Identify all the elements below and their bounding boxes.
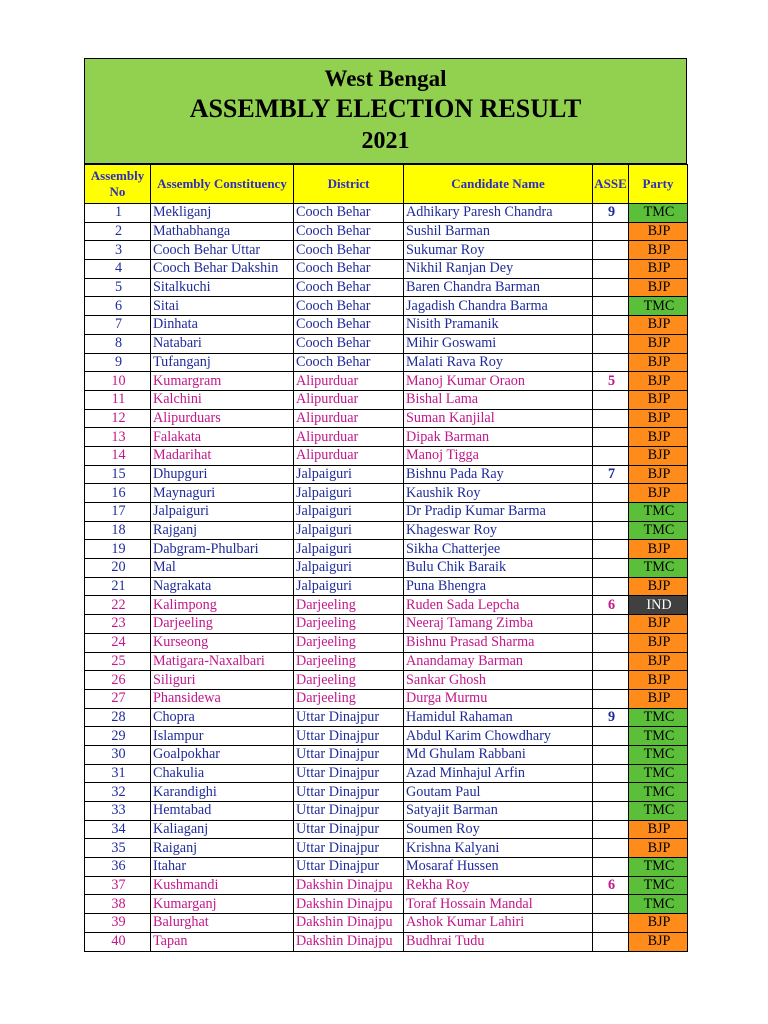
table-row	[85, 671, 688, 690]
cell-candidate[interactable]: Md Ghulam Rabbani	[404, 745, 593, 764]
cell-constituency[interactable]: Chakulia	[151, 764, 294, 783]
cell-district[interactable]: Darjeeling	[294, 615, 404, 634]
cell-assembly-no[interactable]: 38	[85, 895, 151, 914]
cell-party[interactable]: BJP	[629, 316, 688, 335]
cell-constituency[interactable]: Dinhata	[151, 316, 294, 335]
table-row	[85, 353, 688, 372]
cell-candidate[interactable]: Manoj Kumar Oraon	[404, 372, 593, 391]
cell-party[interactable]: TMC	[629, 783, 688, 802]
cell-party[interactable]: BJP	[629, 577, 688, 596]
cell-asse[interactable]	[593, 297, 629, 316]
cell-candidate[interactable]: Sukumar Roy	[404, 241, 593, 260]
cell-district[interactable]: Cooch Behar	[294, 353, 404, 372]
cell-asse[interactable]	[593, 428, 629, 447]
cell-asse[interactable]: 6	[593, 596, 629, 615]
cell-district[interactable]: Cooch Behar	[294, 222, 404, 241]
cell-assembly-no[interactable]: 7	[85, 316, 151, 335]
cell-party[interactable]: TMC	[629, 802, 688, 821]
cell-candidate[interactable]: Sikha Chatterjee	[404, 540, 593, 559]
cell-district[interactable]: Uttar Dinajpur	[294, 708, 404, 727]
cell-assembly-no[interactable]: 16	[85, 484, 151, 503]
cell-constituency[interactable]: Islampur	[151, 727, 294, 746]
cell-constituency[interactable]: Darjeeling	[151, 615, 294, 634]
table-row	[85, 708, 688, 727]
cell-candidate[interactable]: Sushil Barman	[404, 222, 593, 241]
cell-asse[interactable]	[593, 671, 629, 690]
cell-asse[interactable]	[593, 409, 629, 428]
cell-asse[interactable]	[593, 633, 629, 652]
cell-party[interactable]: TMC	[629, 858, 688, 877]
table-row	[85, 596, 688, 615]
cell-candidate[interactable]: Jagadish Chandra Barma	[404, 297, 593, 316]
cell-party[interactable]: BJP	[629, 278, 688, 297]
table-row	[85, 839, 688, 858]
table-row	[85, 241, 688, 260]
cell-assembly-no[interactable]: 39	[85, 914, 151, 933]
cell-district[interactable]: Alipurduar	[294, 428, 404, 447]
cell-district[interactable]: Jalpaiguri	[294, 484, 404, 503]
cell-party[interactable]: BJP	[629, 689, 688, 708]
cell-party[interactable]: BJP	[629, 540, 688, 559]
cell-assembly-no[interactable]: 30	[85, 745, 151, 764]
cell-party[interactable]: TMC	[629, 559, 688, 578]
cell-asse[interactable]	[593, 316, 629, 335]
cell-district[interactable]: Cooch Behar	[294, 334, 404, 353]
cell-constituency[interactable]: Kumargram	[151, 372, 294, 391]
cell-candidate[interactable]: Sankar Ghosh	[404, 671, 593, 690]
cell-party[interactable]: TMC	[629, 745, 688, 764]
cell-party[interactable]: BJP	[629, 839, 688, 858]
table-row	[85, 334, 688, 353]
cell-constituency[interactable]: Matigara-Naxalbari	[151, 652, 294, 671]
cell-constituency[interactable]: Mal	[151, 559, 294, 578]
cell-asse[interactable]	[593, 745, 629, 764]
cell-district[interactable]: Darjeeling	[294, 633, 404, 652]
table-row	[85, 802, 688, 821]
cell-candidate[interactable]: Suman Kanjilal	[404, 409, 593, 428]
cell-constituency[interactable]: Dhupguri	[151, 465, 294, 484]
cell-district[interactable]: Uttar Dinajpur	[294, 802, 404, 821]
cell-party[interactable]: BJP	[629, 334, 688, 353]
cell-constituency[interactable]: Maynaguri	[151, 484, 294, 503]
cell-district[interactable]: Alipurduar	[294, 446, 404, 465]
title-state: West Bengal	[324, 66, 447, 91]
cell-constituency[interactable]: Balurghat	[151, 914, 294, 933]
table-row	[85, 503, 688, 522]
table-row	[85, 914, 688, 933]
table-row	[85, 484, 688, 503]
table-row	[85, 633, 688, 652]
cell-constituency[interactable]: Kushmandi	[151, 876, 294, 895]
cell-assembly-no[interactable]: 36	[85, 858, 151, 877]
table-row	[85, 577, 688, 596]
cell-assembly-no[interactable]: 11	[85, 390, 151, 409]
title-main: ASSEMBLY ELECTION RESULT	[189, 94, 582, 123]
cell-candidate[interactable]: Khageswar Roy	[404, 521, 593, 540]
cell-constituency[interactable]: Kalchini	[151, 390, 294, 409]
cell-constituency[interactable]: Kaliaganj	[151, 820, 294, 839]
cell-party[interactable]: BJP	[629, 932, 688, 951]
cell-assembly-no[interactable]: 32	[85, 783, 151, 802]
cell-district[interactable]: Jalpaiguri	[294, 577, 404, 596]
table-row	[85, 727, 688, 746]
cell-asse[interactable]	[593, 652, 629, 671]
cell-assembly-no[interactable]: 24	[85, 633, 151, 652]
cell-party[interactable]: BJP	[629, 652, 688, 671]
cell-district[interactable]: Uttar Dinajpur	[294, 839, 404, 858]
cell-assembly-no[interactable]: 2	[85, 222, 151, 241]
cell-assembly-no[interactable]: 21	[85, 577, 151, 596]
cell-assembly-no[interactable]: 10	[85, 372, 151, 391]
cell-constituency[interactable]: Sitalkuchi	[151, 278, 294, 297]
cell-asse[interactable]	[593, 615, 629, 634]
table-row	[85, 316, 688, 335]
cell-constituency[interactable]: Kalimpong	[151, 596, 294, 615]
cell-assembly-no[interactable]: 37	[85, 876, 151, 895]
cell-assembly-no[interactable]: 14	[85, 446, 151, 465]
cell-constituency[interactable]: Tufanganj	[151, 353, 294, 372]
cell-district[interactable]: Dakshin Dinajpu	[294, 932, 404, 951]
cell-asse[interactable]	[593, 222, 629, 241]
cell-district[interactable]: Uttar Dinajpur	[294, 858, 404, 877]
cell-candidate[interactable]: Ruden Sada Lepcha	[404, 596, 593, 615]
table-row	[85, 559, 688, 578]
cell-district[interactable]: Alipurduar	[294, 390, 404, 409]
cell-district[interactable]: Uttar Dinajpur	[294, 764, 404, 783]
cell-asse[interactable]	[593, 334, 629, 353]
cell-asse[interactable]: 7	[593, 465, 629, 484]
header-asse[interactable]: ASSE	[593, 165, 629, 204]
cell-party[interactable]: TMC	[629, 503, 688, 522]
cell-district[interactable]: Uttar Dinajpur	[294, 820, 404, 839]
table-row	[85, 689, 688, 708]
cell-assembly-no[interactable]: 1	[85, 204, 151, 223]
cell-candidate[interactable]: Goutam Paul	[404, 783, 593, 802]
cell-candidate[interactable]: Anandamay Barman	[404, 652, 593, 671]
cell-candidate[interactable]: Krishna Kalyani	[404, 839, 593, 858]
cell-asse[interactable]	[593, 727, 629, 746]
cell-party[interactable]: TMC	[629, 708, 688, 727]
cell-candidate[interactable]: Mihir Goswami	[404, 334, 593, 353]
title-year: 2021	[361, 128, 410, 154]
cell-candidate[interactable]: Adhikary Paresh Chandra	[404, 204, 593, 223]
cell-candidate[interactable]: Nisith Pramanik	[404, 316, 593, 335]
cell-assembly-no[interactable]: 5	[85, 278, 151, 297]
cell-party[interactable]: BJP	[629, 446, 688, 465]
cell-district[interactable]: Jalpaiguri	[294, 465, 404, 484]
cell-party[interactable]: BJP	[629, 241, 688, 260]
cell-candidate[interactable]: Dr Pradip Kumar Barma	[404, 503, 593, 522]
cell-party[interactable]: TMC	[629, 297, 688, 316]
header-candidate[interactable]: Candidate Name	[404, 165, 593, 204]
cell-constituency[interactable]: Madarihat	[151, 446, 294, 465]
cell-asse[interactable]	[593, 278, 629, 297]
cell-constituency[interactable]: Chopra	[151, 708, 294, 727]
results-table	[84, 164, 688, 952]
cell-asse[interactable]	[593, 820, 629, 839]
cell-asse[interactable]	[593, 521, 629, 540]
cell-asse[interactable]	[593, 241, 629, 260]
cell-assembly-no[interactable]: 31	[85, 764, 151, 783]
cell-assembly-no[interactable]: 13	[85, 428, 151, 447]
cell-asse[interactable]	[593, 839, 629, 858]
cell-party[interactable]: TMC	[629, 764, 688, 783]
table-row	[85, 895, 688, 914]
cell-candidate[interactable]: Puna Bhengra	[404, 577, 593, 596]
cell-constituency[interactable]: Sitai	[151, 297, 294, 316]
table-row	[85, 521, 688, 540]
cell-constituency[interactable]: Kumarganj	[151, 895, 294, 914]
cell-asse[interactable]	[593, 484, 629, 503]
cell-asse[interactable]	[593, 260, 629, 279]
cell-party[interactable]: TMC	[629, 895, 688, 914]
table-row	[85, 390, 688, 409]
cell-party[interactable]: BJP	[629, 353, 688, 372]
table-row	[85, 745, 688, 764]
cell-candidate[interactable]: Dipak Barman	[404, 428, 593, 447]
cell-candidate[interactable]: Malati Rava Roy	[404, 353, 593, 372]
cell-assembly-no[interactable]: 40	[85, 932, 151, 951]
header-district[interactable]: District	[294, 165, 404, 204]
table-row	[85, 820, 688, 839]
table-row	[85, 615, 688, 634]
cell-constituency[interactable]: Natabari	[151, 334, 294, 353]
cell-assembly-no[interactable]: 20	[85, 559, 151, 578]
table-row	[85, 465, 688, 484]
cell-district[interactable]: Dakshin Dinajpu	[294, 876, 404, 895]
cell-asse[interactable]: 6	[593, 876, 629, 895]
cell-party[interactable]: BJP	[629, 671, 688, 690]
cell-constituency[interactable]: Rajganj	[151, 521, 294, 540]
cell-party[interactable]: BJP	[629, 484, 688, 503]
cell-assembly-no[interactable]: 17	[85, 503, 151, 522]
cell-district[interactable]: Cooch Behar	[294, 241, 404, 260]
cell-candidate[interactable]: Mosaraf Hussen	[404, 858, 593, 877]
cell-district[interactable]: Alipurduar	[294, 372, 404, 391]
cell-constituency[interactable]: Falakata	[151, 428, 294, 447]
cell-assembly-no[interactable]: 28	[85, 708, 151, 727]
cell-candidate[interactable]: Durga Murmu	[404, 689, 593, 708]
cell-candidate[interactable]: Bishnu Pada Ray	[404, 465, 593, 484]
table-row	[85, 876, 688, 895]
cell-constituency[interactable]: Itahar	[151, 858, 294, 877]
table-row	[85, 446, 688, 465]
cell-assembly-no[interactable]: 23	[85, 615, 151, 634]
header-constituency[interactable]: Assembly Constituency	[151, 165, 294, 204]
cell-constituency[interactable]: Nagrakata	[151, 577, 294, 596]
cell-party[interactable]: BJP	[629, 615, 688, 634]
cell-asse[interactable]	[593, 802, 629, 821]
cell-assembly-no[interactable]: 8	[85, 334, 151, 353]
cell-assembly-no[interactable]: 4	[85, 260, 151, 279]
cell-asse[interactable]	[593, 689, 629, 708]
table-row	[85, 278, 688, 297]
cell-assembly-no[interactable]: 18	[85, 521, 151, 540]
table-row	[85, 222, 688, 241]
cell-district[interactable]: Jalpaiguri	[294, 559, 404, 578]
cell-district[interactable]: Cooch Behar	[294, 278, 404, 297]
cell-constituency[interactable]: Kurseong	[151, 633, 294, 652]
cell-district[interactable]: Jalpaiguri	[294, 540, 404, 559]
cell-asse[interactable]	[593, 577, 629, 596]
cell-district[interactable]: Darjeeling	[294, 689, 404, 708]
cell-assembly-no[interactable]: 9	[85, 353, 151, 372]
cell-candidate[interactable]: Rekha Roy	[404, 876, 593, 895]
cell-assembly-no[interactable]: 33	[85, 802, 151, 821]
cell-party[interactable]: BJP	[629, 260, 688, 279]
cell-asse[interactable]: 9	[593, 708, 629, 727]
cell-assembly-no[interactable]: 35	[85, 839, 151, 858]
cell-candidate[interactable]: Nikhil Ranjan Dey	[404, 260, 593, 279]
cell-candidate[interactable]: Hamidul Rahaman	[404, 708, 593, 727]
cell-assembly-no[interactable]: 27	[85, 689, 151, 708]
cell-asse[interactable]	[593, 559, 629, 578]
cell-party[interactable]: TMC	[629, 876, 688, 895]
cell-candidate[interactable]: Abdul Karim Chowdhary	[404, 727, 593, 746]
cell-candidate[interactable]: Bishal Lama	[404, 390, 593, 409]
cell-district[interactable]: Uttar Dinajpur	[294, 783, 404, 802]
cell-candidate[interactable]: Neeraj Tamang Zimba	[404, 615, 593, 634]
cell-asse[interactable]	[593, 895, 629, 914]
cell-assembly-no[interactable]: 6	[85, 297, 151, 316]
cell-candidate[interactable]: Ashok Kumar Lahiri	[404, 914, 593, 933]
cell-district[interactable]: Jalpaiguri	[294, 503, 404, 522]
cell-constituency[interactable]: Phansidewa	[151, 689, 294, 708]
cell-district[interactable]: Cooch Behar	[294, 204, 404, 223]
title-banner	[84, 58, 687, 164]
cell-asse[interactable]	[593, 914, 629, 933]
cell-constituency[interactable]: Siliguri	[151, 671, 294, 690]
cell-constituency[interactable]: Cooch Behar Dakshin	[151, 260, 294, 279]
cell-constituency[interactable]: Tapan	[151, 932, 294, 951]
cell-asse[interactable]: 9	[593, 204, 629, 223]
cell-candidate[interactable]: Budhrai Tudu	[404, 932, 593, 951]
cell-party[interactable]: TMC	[629, 204, 688, 223]
header-party[interactable]: Party	[629, 165, 688, 204]
table-row	[85, 652, 688, 671]
cell-party[interactable]: BJP	[629, 372, 688, 391]
cell-party[interactable]: BJP	[629, 633, 688, 652]
cell-assembly-no[interactable]: 26	[85, 671, 151, 690]
cell-district[interactable]: Alipurduar	[294, 409, 404, 428]
cell-candidate[interactable]: Bishnu Prasad Sharma	[404, 633, 593, 652]
cell-candidate[interactable]: Satyajit Barman	[404, 802, 593, 821]
cell-asse[interactable]: 5	[593, 372, 629, 391]
cell-district[interactable]: Uttar Dinajpur	[294, 745, 404, 764]
cell-candidate[interactable]: Soumen Roy	[404, 820, 593, 839]
cell-assembly-no[interactable]: 19	[85, 540, 151, 559]
cell-constituency[interactable]: Cooch Behar Uttar	[151, 241, 294, 260]
cell-district[interactable]: Cooch Behar	[294, 297, 404, 316]
cell-assembly-no[interactable]: 22	[85, 596, 151, 615]
cell-party[interactable]: TMC	[629, 521, 688, 540]
table-row	[85, 783, 688, 802]
cell-candidate[interactable]: Kaushik Roy	[404, 484, 593, 503]
cell-asse[interactable]	[593, 353, 629, 372]
cell-party[interactable]: BJP	[629, 465, 688, 484]
cell-asse[interactable]	[593, 540, 629, 559]
cell-asse[interactable]	[593, 932, 629, 951]
cell-district[interactable]: Jalpaiguri	[294, 521, 404, 540]
table-row	[85, 428, 688, 447]
header-assembly-no[interactable]: Assembly No	[85, 165, 151, 204]
cell-district[interactable]: Darjeeling	[294, 652, 404, 671]
cell-district[interactable]: Darjeeling	[294, 596, 404, 615]
cell-district[interactable]: Cooch Behar	[294, 260, 404, 279]
cell-district[interactable]: Cooch Behar	[294, 316, 404, 335]
cell-party[interactable]: TMC	[629, 727, 688, 746]
table-row	[85, 764, 688, 783]
cell-district[interactable]: Dakshin Dinajpu	[294, 914, 404, 933]
cell-party[interactable]: BJP	[629, 390, 688, 409]
cell-party[interactable]: BJP	[629, 914, 688, 933]
cell-asse[interactable]	[593, 390, 629, 409]
table-row	[85, 260, 688, 279]
cell-assembly-no[interactable]: 3	[85, 241, 151, 260]
cell-asse[interactable]	[593, 858, 629, 877]
cell-candidate[interactable]: Manoj Tigga	[404, 446, 593, 465]
cell-asse[interactable]	[593, 503, 629, 522]
cell-party[interactable]: BJP	[629, 820, 688, 839]
cell-district[interactable]: Uttar Dinajpur	[294, 727, 404, 746]
table-row	[85, 540, 688, 559]
cell-district[interactable]: Dakshin Dinajpu	[294, 895, 404, 914]
table-row	[85, 858, 688, 877]
table-row	[85, 409, 688, 428]
cell-party[interactable]: BJP	[629, 222, 688, 241]
cell-constituency[interactable]: Jalpaiguri	[151, 503, 294, 522]
cell-candidate[interactable]: Azad Minhajul Arfin	[404, 764, 593, 783]
cell-candidate[interactable]: Bulu Chik Baraik	[404, 559, 593, 578]
cell-assembly-no[interactable]: 15	[85, 465, 151, 484]
cell-assembly-no[interactable]: 29	[85, 727, 151, 746]
cell-party[interactable]: IND	[629, 596, 688, 615]
cell-asse[interactable]	[593, 764, 629, 783]
cell-constituency[interactable]: Mathabhanga	[151, 222, 294, 241]
cell-party[interactable]: BJP	[629, 409, 688, 428]
table-row	[85, 204, 688, 223]
cell-constituency[interactable]: Karandighi	[151, 783, 294, 802]
cell-asse[interactable]	[593, 446, 629, 465]
cell-constituency[interactable]: Raiganj	[151, 839, 294, 858]
cell-constituency[interactable]: Mekliganj	[151, 204, 294, 223]
table-row	[85, 932, 688, 951]
header-row	[85, 165, 688, 204]
cell-party[interactable]: BJP	[629, 428, 688, 447]
cell-constituency[interactable]: Alipurduars	[151, 409, 294, 428]
table-row	[85, 372, 688, 391]
cell-constituency[interactable]: Hemtabad	[151, 802, 294, 821]
cell-constituency[interactable]: Dabgram-Phulbari	[151, 540, 294, 559]
cell-constituency[interactable]: Goalpokhar	[151, 745, 294, 764]
cell-candidate[interactable]: Baren Chandra Barman	[404, 278, 593, 297]
cell-candidate[interactable]: Toraf Hossain Mandal	[404, 895, 593, 914]
cell-asse[interactable]	[593, 783, 629, 802]
cell-assembly-no[interactable]: 12	[85, 409, 151, 428]
cell-assembly-no[interactable]: 25	[85, 652, 151, 671]
cell-district[interactable]: Darjeeling	[294, 671, 404, 690]
table-row	[85, 297, 688, 316]
cell-assembly-no[interactable]: 34	[85, 820, 151, 839]
